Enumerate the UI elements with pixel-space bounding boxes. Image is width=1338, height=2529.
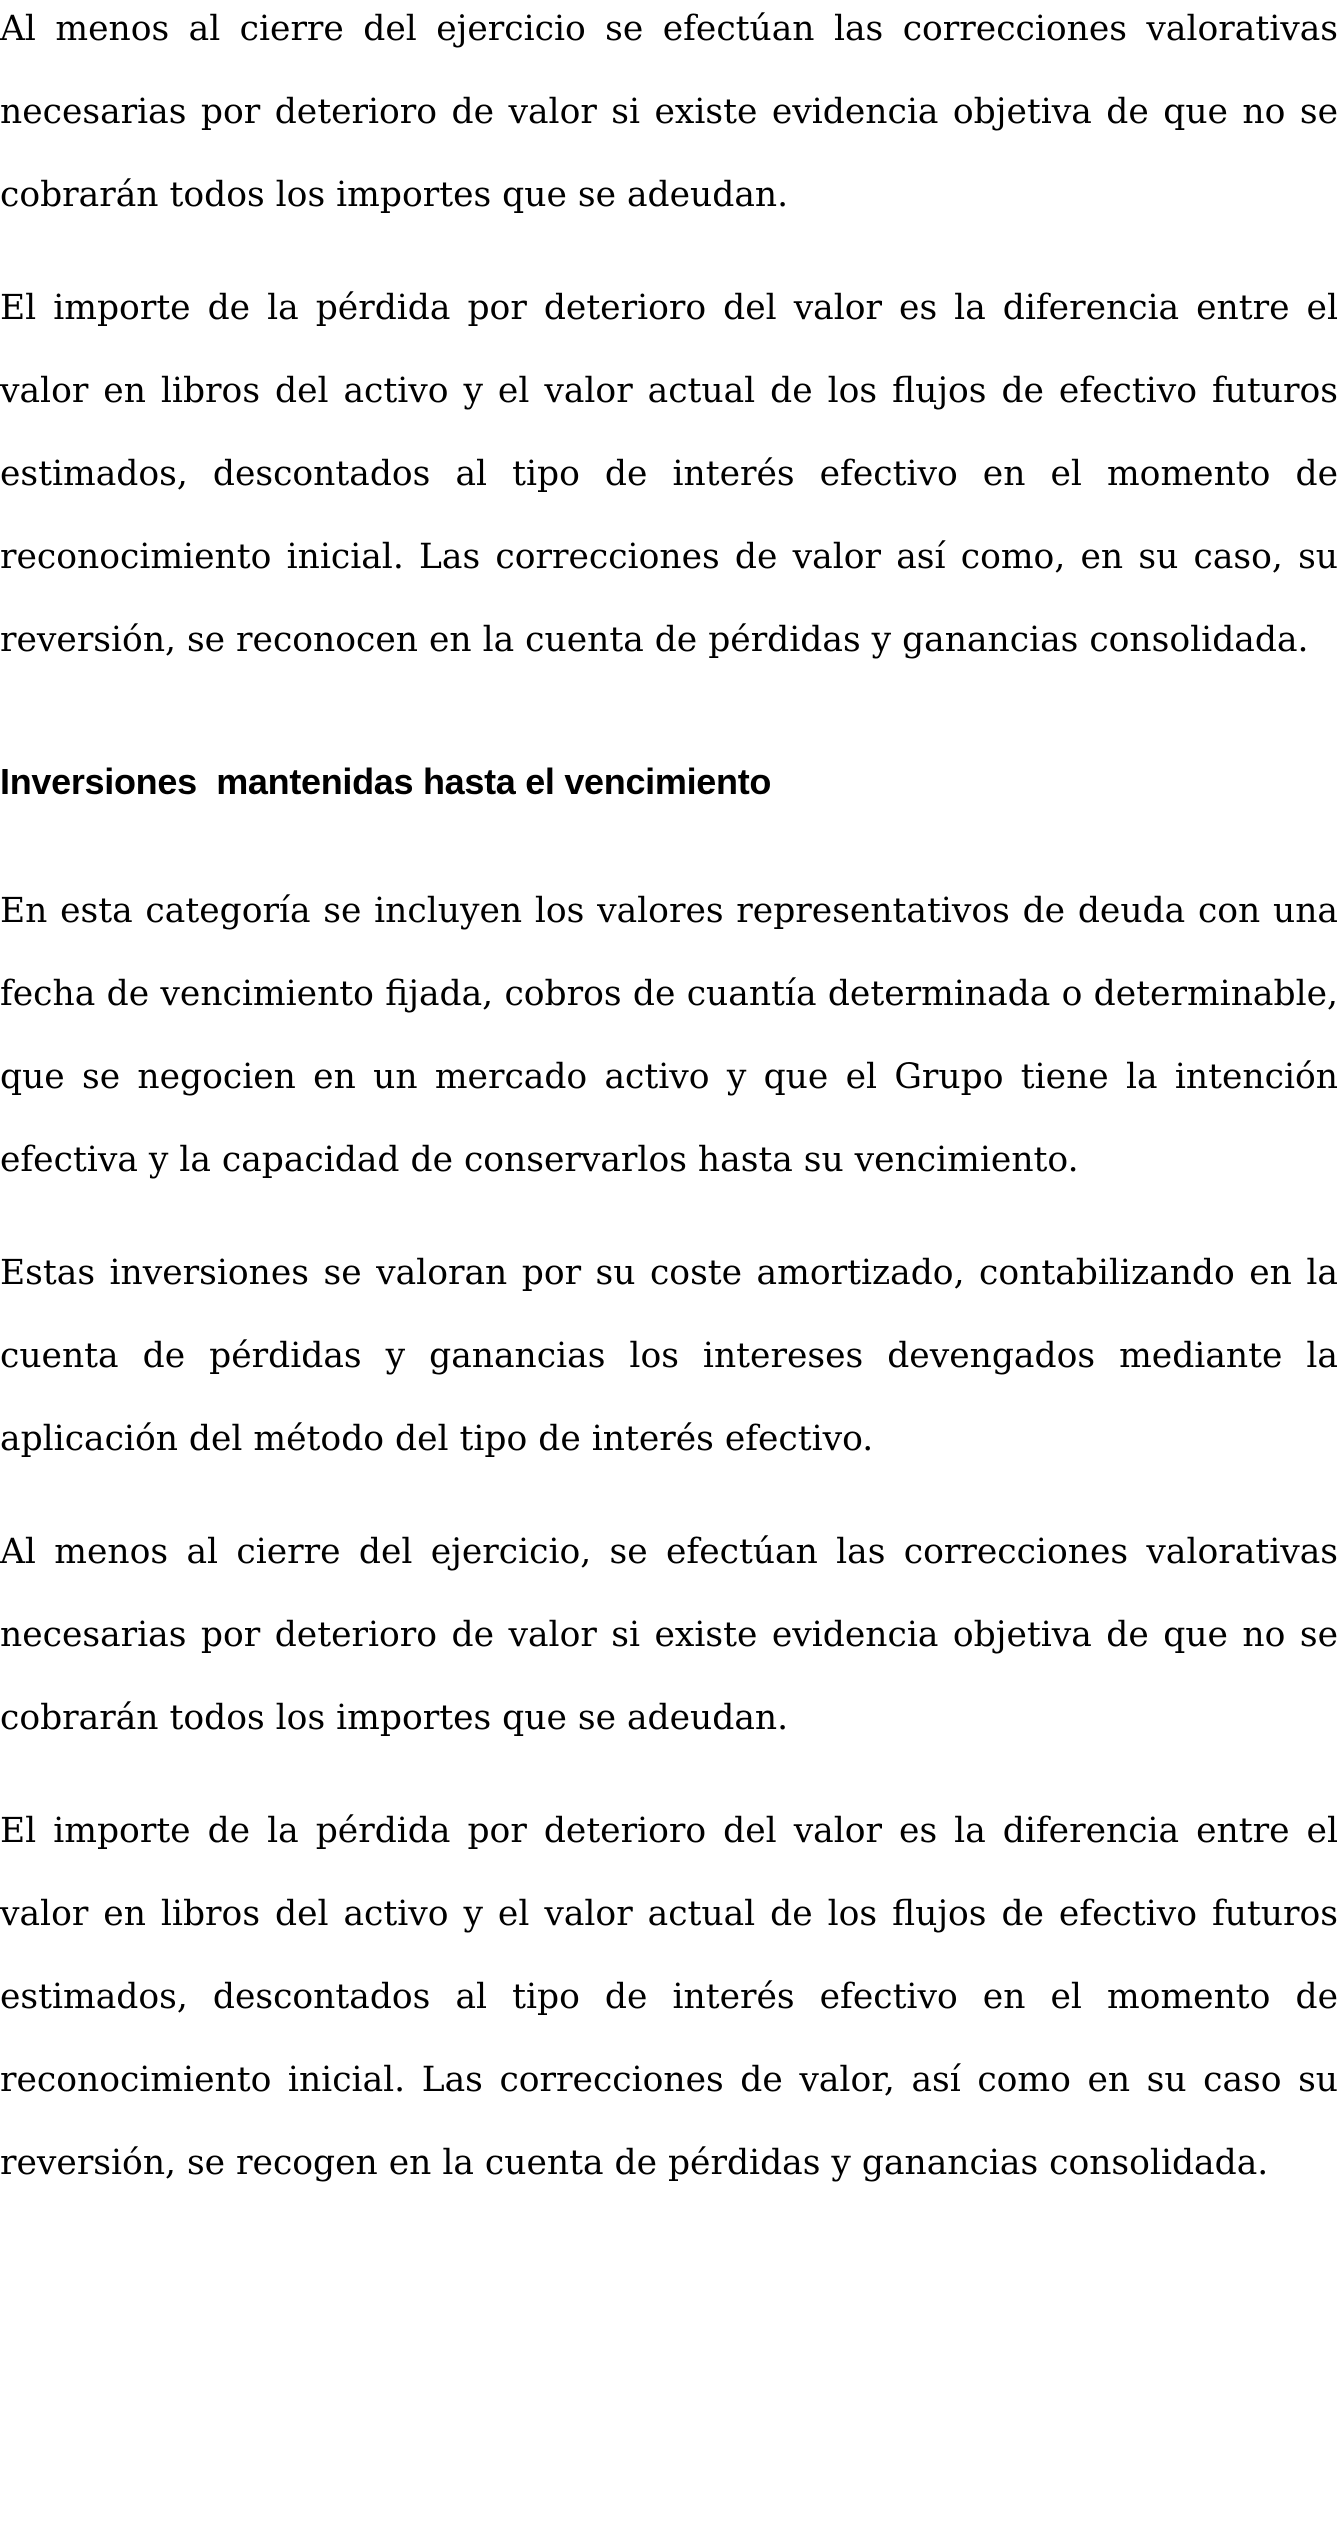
paragraph-category-definition: En esta categoría se incluyen los valores representativos de deuda con una fecha de vencimiento fijada, cobros de cuantía determinada o determinable, que se negocien en un mercado activo y que el Grupo tiene la intención efectiva y la capacidad de conservarlos hasta su vencimiento. bbox=[0, 891, 1338, 1180]
paragraph-impairment-evidence-2: Al menos al cierre del ejercicio, se efectúan las correcciones valorativas necesarias por deterioro de valor si existe evidencia objetiva de que no se cobrarán todos los importes que se adeudan. bbox=[0, 1532, 1338, 1738]
paragraph-impairment-amount: El importe de la pérdida por deterioro del valor es la diferencia entre el valor en libros del activo y el valor actual de los flujos de efectivo futuros estimados, descontados al tipo de interés efectivo en el momento de reconocimiento inicial. Las correcciones de valor así como, en su caso, su reversión, se reconocen en la cuenta de pérdidas y ganancias consolidada. bbox=[0, 288, 1338, 660]
paragraph-valuation-method: Estas inversiones se valoran por su coste amortizado, contabilizando en la cuenta de pérdidas y ganancias los intereses devengados mediante la aplicación del método del tipo de interés efectivo. bbox=[0, 1253, 1338, 1459]
paragraph-impairment-amount-2: El importe de la pérdida por deterioro del valor es la diferencia entre el valor en libros del activo y el valor actual de los flujos de efectivo futuros estimados, descontados al tipo de interés efectivo en el momento de reconocimiento inicial. Las correcciones de valor, así como en su caso su reversión, se recogen en la cuenta de pérdidas y ganancias consolidada. bbox=[0, 1811, 1338, 2183]
section-heading: Inversiones mantenidas hasta el vencimiento bbox=[0, 761, 772, 802]
paragraph-impairment-evidence: Al menos al cierre del ejercicio se efectúan las correcciones valorativas necesarias por deterioro de valor si existe evidencia objetiva de que no se cobrarán todos los importes que se adeudan. bbox=[0, 9, 1338, 215]
